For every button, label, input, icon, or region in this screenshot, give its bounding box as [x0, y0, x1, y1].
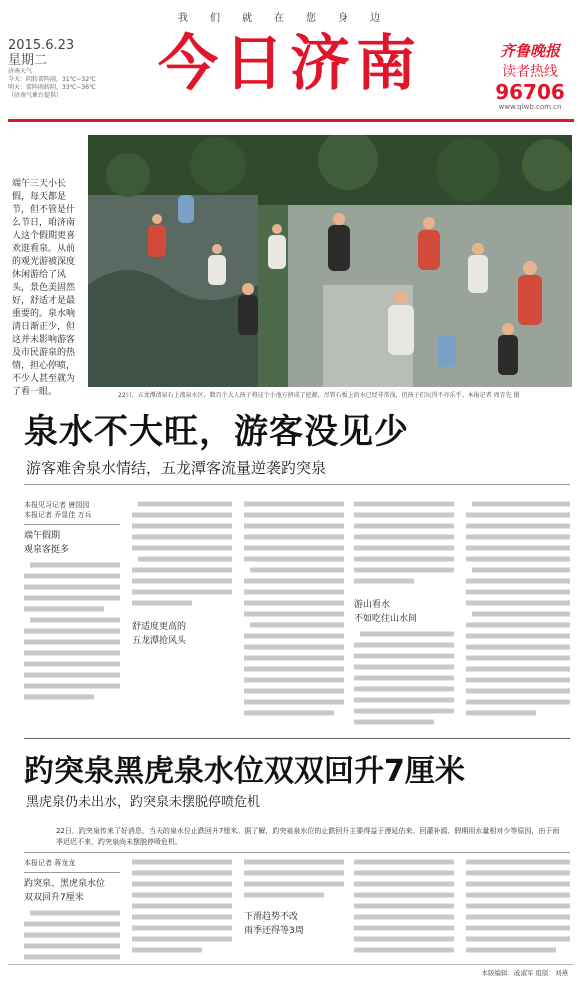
issue-weekday: 星期二 [8, 53, 48, 68]
lead-col1-lines [24, 561, 120, 711]
lead-col2-head-1: 舒适度更高的 [132, 622, 187, 632]
lead-photo [88, 135, 572, 387]
second-col1-lines [24, 909, 120, 969]
masthead-slogan: 我们就在您身边 [178, 13, 402, 24]
lead-col2-lines-top [132, 500, 232, 610]
lead-byline-1: 本报见习记者 唐园园 [24, 501, 90, 509]
hotline-label: 读者热线 [502, 64, 558, 80]
lead-column-5 [466, 500, 570, 734]
second-col2-head-2: 雨季还得等3周 [244, 926, 304, 936]
crowd-photo-illustration [88, 135, 572, 387]
second-lead-paragraph: 22日，趵突泉传来了好消息，当天的泉水位止跌回升7厘米。据了解，趵突泉泉水位的止跌回升主要得益于漫延估来、回灌补源、假期用水量相对少等原因，由于雨季迟迟不来，趵突泉尚未摆脱停喷危机。 [56, 827, 560, 846]
weather-tomorrow: 明天：雷阵雨转阴，33℃~36℃ [8, 84, 96, 91]
lead-col3-head-2: 不如吃住山水间 [354, 614, 418, 624]
second-col5-lines [466, 858, 570, 958]
lead-column-2 [132, 500, 232, 648]
second-col4-lines [354, 858, 454, 958]
second-byline-rule [24, 872, 120, 873]
lead-column-1 [24, 500, 120, 711]
editor-credit: 本版编辑：戚淑军 组版：刘燕 [481, 969, 568, 977]
lead-col1-text-lines [24, 561, 120, 711]
lead-column-4 [354, 500, 454, 734]
lead-headline[interactable]: 泉水不大旺，游客没见少 [24, 412, 409, 452]
masthead-rule [8, 119, 574, 122]
lead-divider [24, 484, 570, 485]
photo-caption: 22日，五龙潭清泉石上流泉水区，数百个大人孩子将这个小池方挤成了挖源，尽管石板上的水已经非常浅，但孩子们玩得不亦乐乎。本报记者 周青先 摄 [118, 392, 520, 399]
second-col2-lines [132, 858, 232, 958]
website-link[interactable]: www.qlwb.com.cn [498, 103, 562, 111]
weather-title: 济南天气 [8, 68, 33, 75]
hotline-number: 96706 [495, 80, 565, 104]
second-col2-head-1: 下滑趋势不改 [244, 912, 299, 922]
lead-byline-2: 本报记者 乔显佳 万兵 [24, 511, 92, 519]
second-column-2 [132, 858, 232, 962]
byline-rule [24, 524, 120, 525]
lead-side-blurb: 端午三天小长假，每天都是节，但不管是什么节日，咱济南人这个假期更喜欢逛看泉。从前的观光游被深度休闲游给了风头，景色美固然好，舒适才是最重要的。泉水响清日渐正少，但这并未影响游客及市民游泉的热情，担心停喷，不少人甚至就为了看一眼。 [12, 179, 76, 397]
second-col1-head-2: 双双回升7厘米 [24, 893, 84, 903]
brand-name: 齐鲁晚报 [499, 42, 560, 60]
lead-col3-lines [244, 500, 344, 730]
second-column-4 [354, 858, 454, 962]
story-divider [24, 738, 570, 739]
second-column-3 [244, 858, 344, 938]
second-col1-head-1: 趵突泉、黑虎泉水位 [24, 879, 106, 889]
issue-date-block [8, 38, 74, 68]
second-headline[interactable]: 趵突泉黑虎泉水位双双回升7厘米 [24, 754, 465, 789]
footer-rule [8, 964, 574, 965]
lead-col2-head-2: 五龙潭抢风头 [132, 636, 187, 646]
newspaper-logo: 今日济南 [158, 29, 422, 99]
weather-source: （济南气象台提供） [8, 92, 63, 99]
weather-box [8, 68, 96, 100]
second-column-5 [466, 858, 570, 962]
lead-col5-lines [466, 500, 570, 730]
lead-col4-lines-top [354, 500, 454, 590]
second-col3-lines-top [244, 858, 344, 906]
weather-today: 今天：阴转雷阵雨，31℃~32℃ [8, 76, 96, 83]
second-column-1 [24, 858, 120, 973]
issue-date: 2015.6.23 [8, 38, 75, 53]
lead-subheadline: 游客难舍泉水情结，五龙潭客流量逆袭趵突泉 [26, 459, 327, 477]
second-byline: 本报记者 蒋龙龙 [24, 859, 76, 867]
lead-col1-head-2: 观泉客挺多 [24, 545, 70, 555]
second-subheadline: 黑虎泉仍未出水，趵突泉未摆脱停喷危机 [26, 795, 261, 810]
lead-col1-head-1: 端午假期 [24, 531, 61, 541]
second-divider [24, 852, 570, 853]
lead-col3-head-1: 游山看水 [354, 600, 391, 610]
brand-box [484, 40, 576, 111]
lead-column-3 [244, 500, 344, 734]
lead-col4-lines-bottom [354, 630, 454, 730]
